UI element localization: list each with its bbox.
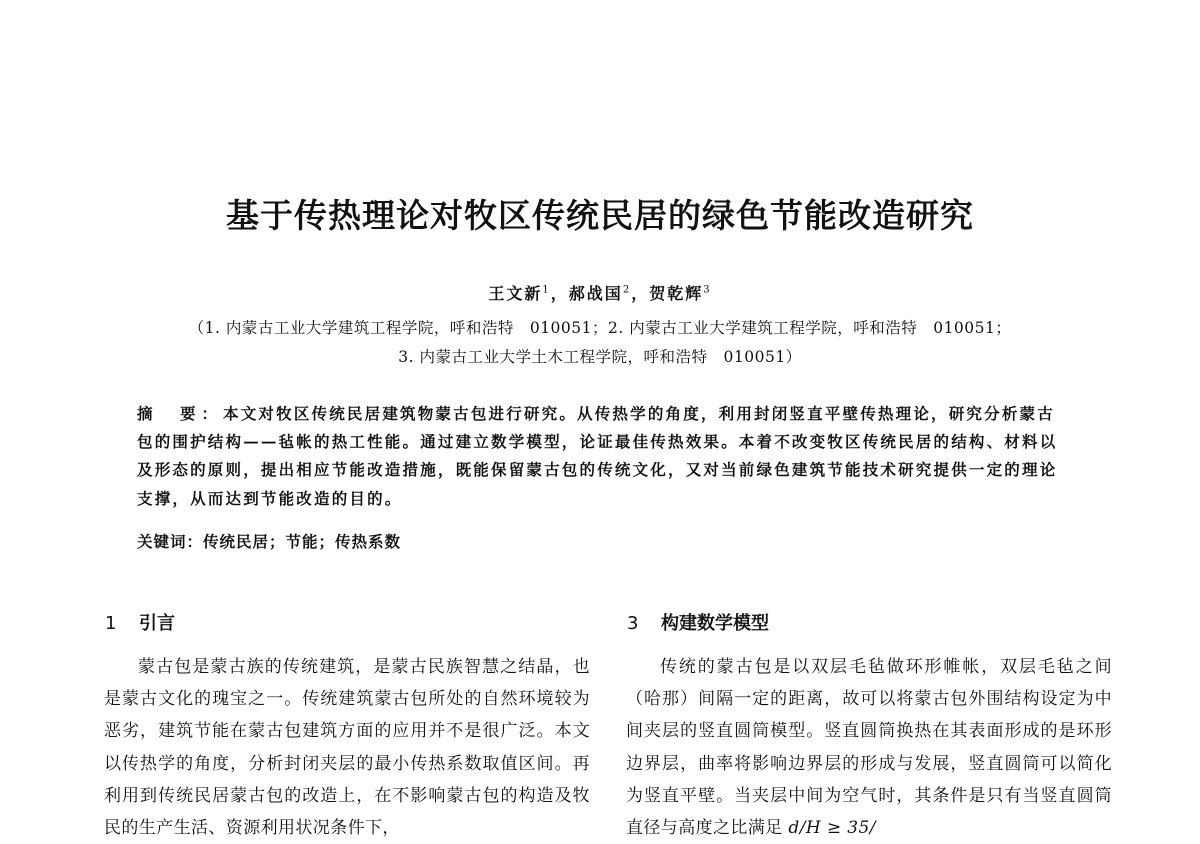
section-title: 引言 [139, 613, 175, 634]
abstract-label: 摘 要： [137, 405, 224, 423]
section-title: 构建数学模型 [661, 613, 769, 634]
author-superscript: 3 [703, 284, 712, 296]
paper-title: 基于传热理论对牧区传统民居的绿色节能改造研究 [226, 196, 974, 235]
author-separator: ， [631, 284, 650, 303]
body-paragraph [626, 651, 1112, 844]
section-number: 3 [627, 613, 639, 634]
section-heading [105, 609, 175, 635]
author-superscript: 1 [542, 284, 551, 296]
keywords-label: 关键词： [137, 533, 204, 551]
section-number: 1 [105, 613, 117, 634]
affiliation-line: 3. 内蒙古工业大学土木工程学院，呼和浩特 010051） [398, 348, 802, 366]
author-name: 贺乾辉 [649, 284, 704, 303]
left-column [104, 651, 590, 844]
author-separator: ， [550, 284, 569, 303]
body-paragraph: 蒙古包是蒙古族的传统建筑，是蒙古民族智慧之结晶，也是蒙古文化的瑰宝之一。传统建筑蒙古包所处的自然环境较为恶劣，建筑节能在蒙古包建筑方面的应用并不是很广泛。本文以传热学的角度，分析封闭夹层的最小传热系数取值区间。再利用到传统民居蒙古包的改造上，在不影响蒙古包的构造及牧民的生产生活、资源利用状况条件下， [104, 657, 590, 839]
author-list [0, 281, 1200, 304]
body-text: 传统的蒙古包是以双层毛毡做环形帷帐，双层毛毡之间（哈那）间隔一定的距离，故可以将蒙古包外围结构设定为中间夹层的竖直圆筒模型。竖直圆筒换热在其表面形成的是环形边界层，曲率将影响边界层的形成与发展，竖直圆筒可以简化为竖直平壁。当夹层中间为空气时，其条件是只有当竖直圆筒直径与高度之比满足 [626, 657, 1112, 839]
keywords-text: 传统民居；节能；传热系数 [203, 532, 402, 551]
section-heading [627, 609, 769, 635]
right-column [626, 651, 1112, 844]
math-expression: d/H ≥ 35/ [788, 818, 876, 839]
abstract [137, 400, 1067, 513]
author-name: 王文新 [488, 284, 543, 303]
keywords [137, 530, 401, 552]
affiliation-line: （1. 内蒙古工业大学建筑工程学院，呼和浩特 010051；2. 内蒙古工业大学建筑工程学院，呼和浩特 010051； [188, 319, 1012, 337]
author-name: 郝战国 [568, 284, 623, 303]
author-superscript: 2 [622, 284, 632, 296]
abstract-text: 本文对牧区传统民居建筑物蒙古包进行研究。从传热学的角度，利用封闭竖直平壁传热理论，研究分析蒙古包的围护结构——毡帐的热工性能。通过建立数学模型，论证最佳传热效果。本着不改变牧区传统民居的结构、材料以及形态的原则，提出相应节能改造措施，既能保留蒙古包的传统文化，又对当前绿色建筑节能技术研究提供一定的理论支撑，从而达到节能改造的目的。 [137, 404, 1058, 508]
